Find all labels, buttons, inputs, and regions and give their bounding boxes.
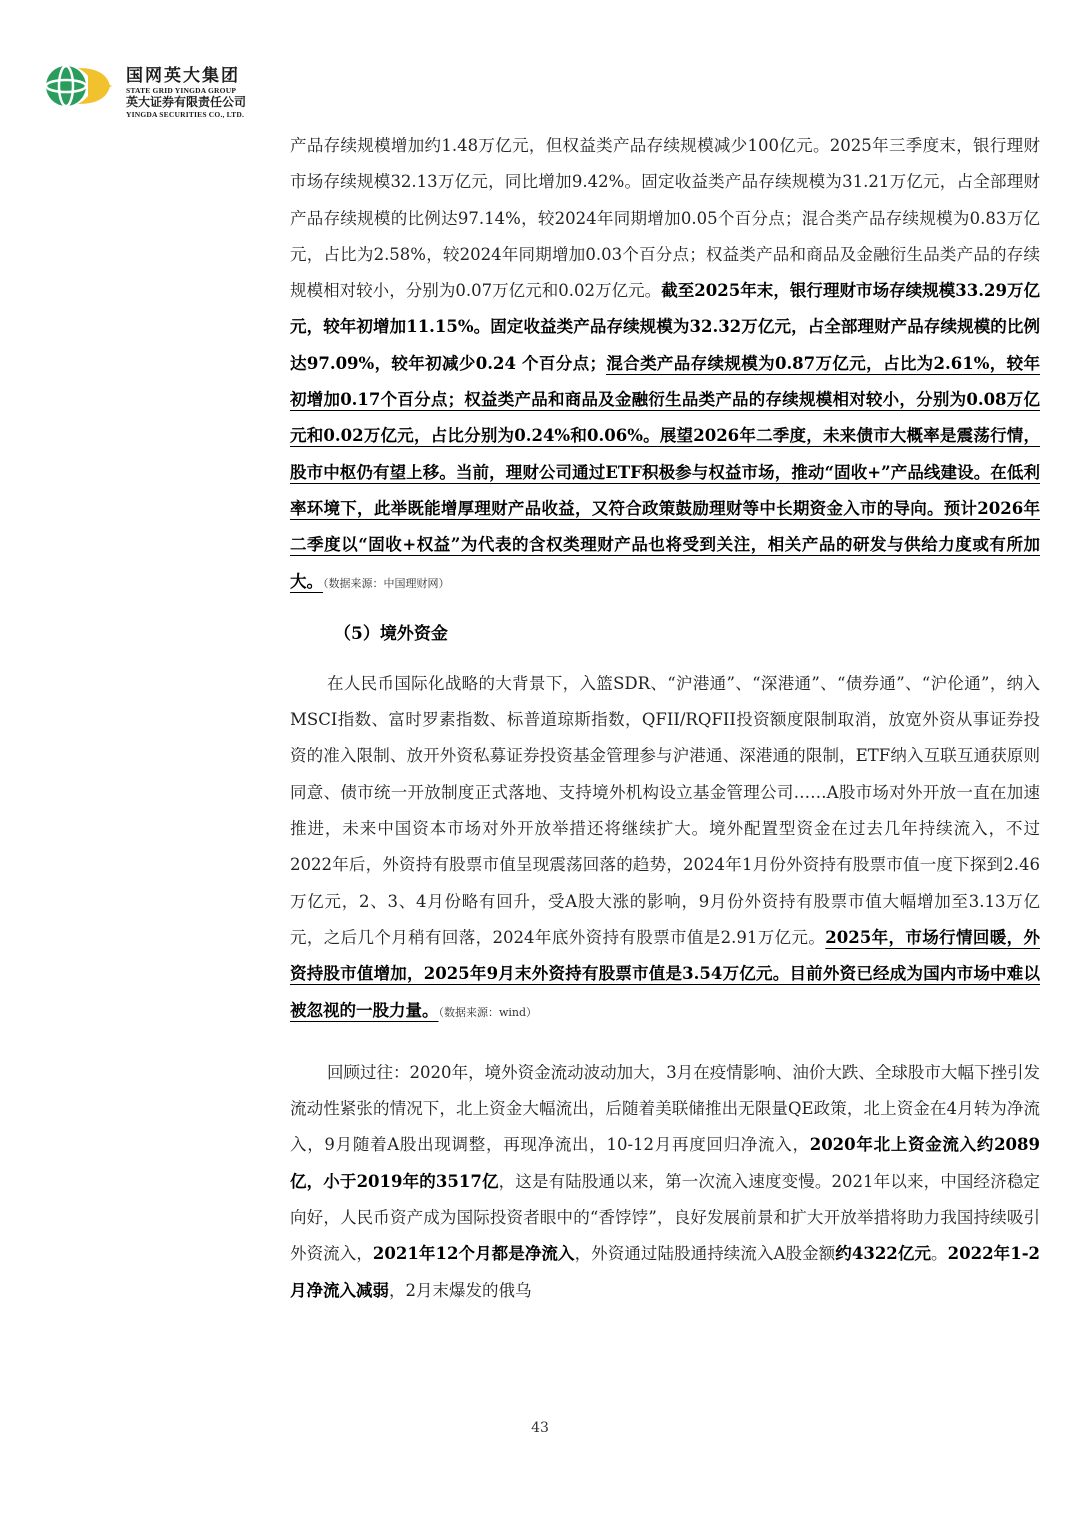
bold-underlined-text: 2025年，市场行情回暖，外资持股市值增加，2025年9月末外资持有股票市值是3.54万亿元。目前外资已经成为国内市场中难以被忽视的一股力量。 [290,927,1040,1020]
bold-underlined-text: 混合类产品存续规模为0.87万亿元，占比为2.61%，较年初增加0.17个百分点；权益类产品和商品及金融衍生品类产品的存续规模相对较小，分别为0.08万亿元和0.02万亿元，占比分别为0.24%和0.06%。展望2026年二季度，未来债市大概率是震荡行情，股市中枢仍有望上移。当前，理财公司通过ETF积极参与权益市场，推动“固收+”产品线建设。在低利率环境下，此举既能增厚理财产品收益，又符合政策鼓励理财等中长期资金入市的导向。预计2026年二季度以“固收+权益”为代表的含权类理财产品也将受到关注，相关产品的研发与供给力度或有所加大。 [290,353,1040,591]
document-body [290,128,1040,1309]
bold-text: 约4322亿元 [835,1244,932,1264]
bold-text: 2020年北上资金流入约2089亿，小于2019年的3517亿 [290,1135,1040,1191]
company-name-cn: 国网英大集团 [126,66,240,86]
page-number: 43 [531,1420,549,1436]
bold-text: 2021年12个月都是净流入 [372,1244,575,1264]
paragraph-foreign-capital: 在人民币国际化战略的大背景下，入篮SDR、“沪港通”、“深港通”、“债券通”、“沪伦通”，纳入MSCI指数、富时罗素指数、标普道琼斯指数，QFII/RQFII投资额度限制取消，放宽外资从事证券投资的准入限制、放开外资私募证券投资基金管理参与沪港通、深港通的限制，ETF纳入互联互通获原则同意、债市统一开放制度正式落地、支持境外机构设立基金管理公司……A股市场对外开放一直在加速推进，未来中国资本市场对外开放举措还将继续扩大。境外配置型资金在过去几年持续流入，不过2022年后，外资持有股票市值呈现震荡回落的趋势，2024年1月份外资持有股票市值一度下探到2.46万亿元，2、3、4月份略有回升，受A股大涨的影响，9月份外资持有股票市值大幅增加至3.13万亿元，之后几个月稍有回落，2024年底外资持有股票市值是2.91万亿元。2025年，市场行情回暖，外资持股市值增加，2025年9月末外资持有股票市值是3.54万亿元。目前外资已经成为国内市场中难以被忽视的一股力量。（数据来源：wind） [290,673,1040,1020]
paragraph-review: 回顾过往：2020年，境外资金流动波动加大，3月在疫情影响、油价大跌、全球股市大幅下挫引发流动性紧张的情况下，北上资金大幅流出，后随着美联储推出无限量QE政策，北上资金在4月转为净流入，9月随着A股出现调整，再现净流出，10-12月再度回归净流入，2020年北上资金流入约2089亿，小于2019年的3517亿，这是有陆股通以来，第一次流入速度变慢。2021年以来，中国经济稳定向好，人民币资产成为国际投资者眼中的“香饽饽”，良好发展前景和扩大开放举措将助力我国持续吸引外资流入，2021年12个月都是净流入，外资通过陆股通持续流入A股金额约4322亿元。2022年1-2月净流入减弱，2月末爆发的俄乌 [290,1062,1041,1300]
state-grid-logo-icon [44,64,122,108]
paragraph-wealth-management: 产品存续规模增加约1.48万亿元，但权益类产品存续规模减少100亿元。2025年三季度末，银行理财市场存续规模32.13万亿元，同比增加9.42%。固定收益类产品存续规模为31.21万亿元，占全部理财产品存续规模的比例达97.14%，较2024年同期增加0.05个百分点；混合类产品存续规模为0.83万亿元，占比为2.58%，较2024年同期增加0.03个百分点；权益类产品和商品及金融衍生品类产品的存续规模相对较小，分别为0.07万亿元和0.02万亿元。截至2025年末，银行理财市场存续规模33.29万亿元，较年初增加11.15%。固定收益类产品存续规模为32.32万亿元，占全部理财产品存续规模的比例达97.09%，较年初减少0.24 个百分点；混合类产品存续规模为0.87万亿元，占比为2.61%，较年初增加0.17个百分点；权益类产品和商品及金融衍生品类产品的存续规模相对较小，分别为0.08万亿元和0.02万亿元，占比分别为0.24%和0.06%。展望2026年二季度，未来债市大概率是震荡行情，股市中枢仍有望上移。当前，理财公司通过ETF积极参与权益市场，推动“固收+”产品线建设。在低利率环境下，此举既能增厚理财产品收益，又符合政策鼓励理财等中长期资金入市的导向。预计2026年二季度以“固收+权益”为代表的含权类理财产品也将受到关注，相关产品的研发与供给力度或有所加大。（数据来源：中国理财网） [290,136,1040,591]
subsidiary-name-en: YINGDA SECURITIES CO., LTD. [126,110,245,119]
company-name-en: STATE GRID YINGDA GROUP [126,86,237,95]
bold-text: 截至2025年末，银行理财市场存续规模33.29万亿元，较年初增加11.15%。固定收益类产品存续规模为32.32万亿元，占全部理财产品存续规模的比例达97.09%，较年初减少0.24 个百分点； [290,281,1040,373]
data-source-note: （数据来源：wind） [438,1005,538,1019]
section-heading: （5）境外资金 [334,623,448,644]
data-source-note: （数据来源：中国理财网） [323,576,450,590]
company-name-block [126,66,246,119]
bold-text: 2022年1-2月净流入减弱 [290,1244,1041,1300]
page-header [44,64,344,126]
subsidiary-name-cn: 英大证券有限责任公司 [126,95,247,109]
